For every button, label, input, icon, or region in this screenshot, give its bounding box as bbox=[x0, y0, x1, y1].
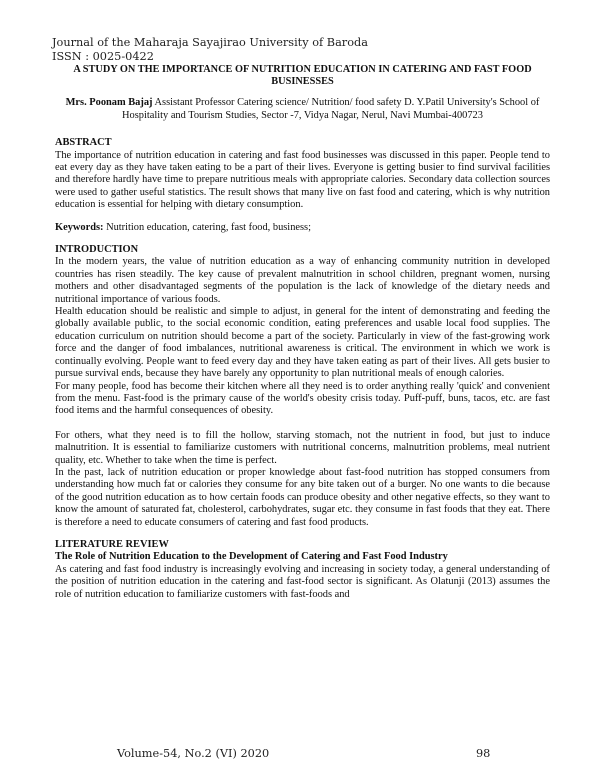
journal-header bbox=[52, 36, 552, 63]
issn: ISSN : 0025-0422 bbox=[52, 49, 154, 63]
introduction-paragraph: For many people, food has become their kitchen where all they need is to order anything really 'quick' and convenient from the menu. Fast-food is the primary cause of the world's obesity crisis today. Puff-puff, buns, tacos, etc. are fast food items and the harmful consequences of obesity. bbox=[55, 380, 550, 417]
abstract-heading: ABSTRACT bbox=[55, 137, 112, 149]
introduction-paragraph: In the modern years, the value of nutrition education as a way of enhancing community nutrition in developed countries has risen steadily. The key cause of prevalent malnutrition in school children, pregnant women, nursing mothers and other disadvantaged segments of the population is the lack of knowledge of the dietary needs and nutritional importance of various foods. bbox=[55, 256, 550, 305]
paragraph-spacer bbox=[55, 418, 550, 430]
paper-body bbox=[55, 64, 550, 601]
introduction-paragraph: In the past, lack of nutrition education or proper knowledge about fast-food nutrition has stopped consumers from understanding how much fat or calories they consume for any bite taken out of a burger. No one wants to die because of the good nutrition education as to how certain foods can produce obesity and other negative effects, so they want to know the amount of saturated fat, cholesterol, carbohydrates, sugar etc. they consume in fast foods that they eat. There is therefore a need to educate consumers of catering and fast food products. bbox=[55, 466, 550, 528]
author-block bbox=[55, 97, 550, 122]
journal-name: Journal of the Maharaja Sayajirao University of Baroda bbox=[52, 36, 368, 49]
literature-paragraph: As catering and fast food industry is increasingly evolving and increasing in society today, a general understanding of the position of nutrition education in the catering and fast-food sector is significant. As Olatunji (2013) assumes the role of nutrition education to familiarize customers with fast-foods and bbox=[55, 563, 550, 600]
introduction-paragraph: For others, what they need is to fill the hollow, starving stomach, not the nutrient in food, but just to induce malnutrition. It is essential to familiarize customers with nutritional concerns, malnutrition problems, meal nutrient quality, etc. Whether to take when the time is perfect. bbox=[55, 429, 550, 466]
literature-heading: LITERATURE REVIEW bbox=[55, 538, 169, 550]
introduction-heading: INTRODUCTION bbox=[55, 244, 139, 256]
page-number: 98 bbox=[476, 747, 491, 760]
author-name: Mrs. Poonam Bajaj bbox=[65, 97, 153, 108]
keywords-text: Nutrition education, catering, fast food, business; bbox=[106, 221, 311, 233]
volume-info: Volume-54, No.2 (VI) 2020 bbox=[117, 747, 270, 760]
literature-subheading: The Role of Nutrition Education to the Development of Catering and Fast Food Industry bbox=[55, 551, 448, 563]
abstract-text: The importance of nutrition education in catering and fast food businesses was discussed in this paper. People tend to eat every day as they have taken eating to be a part of their lives. Everyone is getting busier to find survival facilities and therefore hardly have time to prepare nutritious meals with appropriate calories. Secondary data collection sources were used to gather useful statistics. The result shows that many live on fast food and catering, which is why nutrition education is essential for helping with dietary consumption. bbox=[55, 149, 550, 211]
author-affiliation: Assistant Professor Catering science/ Nutrition/ food safety D. Y.Patil University's School of Hospitality and Tourism Studies, Sector -7, Vidya Nagar, Nerul, Navi Mumbai-400723 bbox=[122, 97, 540, 121]
keywords-label: Keywords: bbox=[55, 221, 104, 233]
keywords-line bbox=[55, 222, 550, 234]
paper-title: A STUDY ON THE IMPORTANCE OF NUTRITION EDUCATION IN CATERING AND FAST FOOD BUSINESSES bbox=[73, 64, 532, 87]
introduction-paragraph: Health education should be realistic and simple to adjust, in general for the intent of demonstrating and feeding the globally available public, to the social economic condition, eating preferences and usable local food supplies. The education curriculum on nutrition should become a part of the society. Particularly in view of the fast-growing work force and the danger of food imbalances, nutritional awareness is critical. The environment in which we work is continually evolving. People want to feed every day and they have taken eating as part of their lives. All gets busier to pursue survival ends, because they have barely any opportunity to plan nutritional meals of enough calories. bbox=[55, 306, 550, 380]
